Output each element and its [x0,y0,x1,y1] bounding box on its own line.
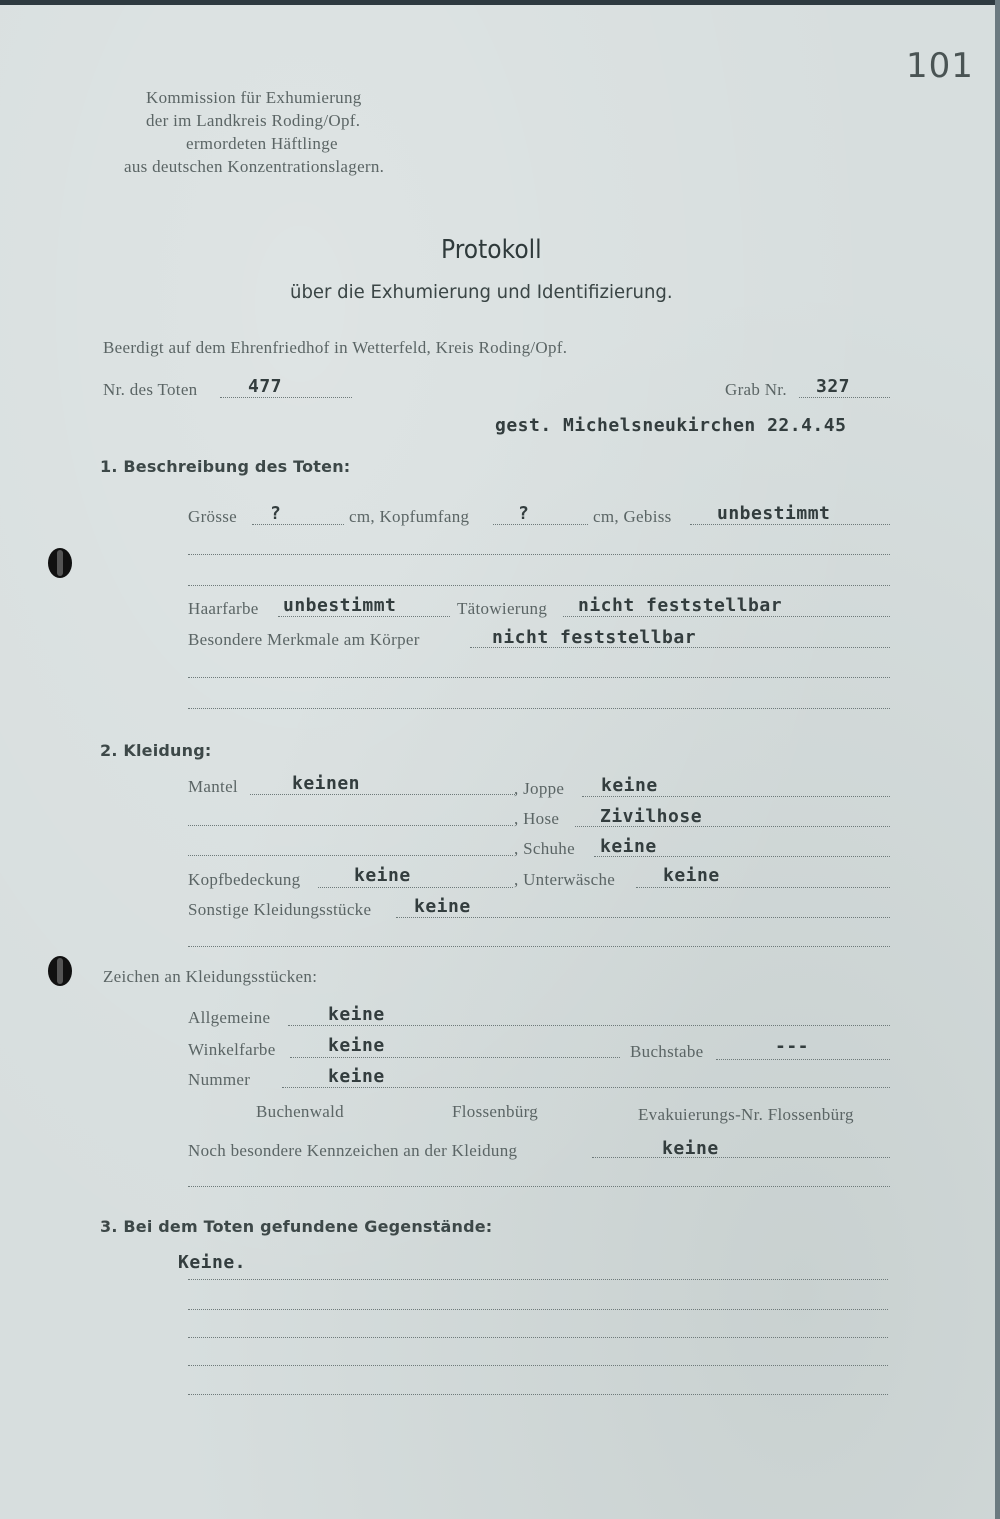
haarfarbe-dotline [278,616,450,617]
groesse-dotline [252,524,344,525]
noch-dotline [592,1157,890,1158]
allgemeine-value: keine [328,1004,385,1025]
page-number: 101 [906,46,974,86]
hose-label: , Hose [514,809,560,828]
blank-line [188,825,513,826]
punch-hole-upper [48,548,72,578]
blank-line [188,677,890,678]
punch-hole-lower [48,956,72,986]
noch-label: Noch besondere Kennzeichen an der Kleidung [188,1141,518,1160]
nummer-value: keine [328,1066,385,1087]
buchstabe-label: Buchstabe [630,1042,704,1061]
kopfbedeckung-value: keine [354,865,411,886]
blank-line [188,1394,888,1395]
joppe-dotline [582,796,890,797]
scan-border-right [995,0,1000,1519]
groesse-value: ? [270,503,282,524]
nummer-label: Nummer [188,1070,251,1089]
sonstige-value: keine [414,896,471,917]
hose-value: Zivilhose [600,806,703,827]
blank-line [188,1309,888,1310]
blank-line [188,1186,890,1187]
header-line-1: Kommission für Exhumierung [146,88,362,107]
zeichen-heading: Zeichen an Kleidungsstücken: [103,967,318,986]
blank-line [188,946,890,947]
header-line-2: der im Landkreis Roding/Opf. [146,111,361,130]
kopfbedeckung-label: Kopfbedeckung [188,870,301,889]
buchstabe-dotline [716,1059,890,1060]
nr-value: 477 [248,376,283,397]
joppe-value: keine [601,775,658,796]
blank-line [188,585,890,586]
taetowierung-dotline [563,616,890,617]
blank-line [188,554,890,555]
winkelfarbe-label: Winkelfarbe [188,1040,276,1059]
page-subtitle: über die Exhumierung und Identifizierung. [290,281,673,303]
column-flossenbuerg: Flossenbürg [452,1102,539,1121]
kopfumfang-value: ? [518,503,530,524]
mantel-label: Mantel [188,777,238,796]
grab-value: 327 [816,376,851,397]
section-1-heading: 1. Beschreibung des Toten: [100,457,351,476]
unterwaesche-value: keine [663,865,720,886]
unterwaesche-label: , Unterwäsche [514,870,616,889]
page-title: Protokoll [441,235,542,265]
death-note: gest. Michelsneukirchen 22.4.45 [495,415,847,436]
kopfumfang-label: cm, Kopfumfang [349,507,470,526]
allgemeine-dotline [288,1025,890,1026]
gebiss-dotline [690,524,890,525]
blank-line [188,855,513,856]
section-2-heading: 2. Kleidung: [100,741,212,760]
scan-border-top [0,0,1000,5]
blank-line [188,1365,888,1366]
sonstige-label: Sonstige Kleidungsstücke [188,900,372,919]
unterwaesche-dotline [636,887,890,888]
schuhe-label: , Schuhe [514,839,575,858]
gebiss-label: cm, Gebiss [593,507,672,526]
mantel-dotline [250,794,515,795]
column-evakuierungs-nr: Evakuierungs-Nr. Flossenbürg [638,1105,854,1124]
groesse-label: Grösse [188,507,238,526]
grab-dotline [799,397,890,398]
merkmale-value: nicht feststellbar [492,627,697,648]
header-line-3: ermordeten Häftlinge [186,134,338,153]
mantel-value: keinen [292,773,361,794]
winkelfarbe-dotline [290,1057,620,1058]
joppe-label: , Joppe [514,779,565,798]
sonstige-dotline [396,917,890,918]
burial-line: Beerdigt auf dem Ehrenfriedhof in Wetterfeld, Kreis Roding/Opf. [103,338,568,357]
allgemeine-label: Allgemeine [188,1008,271,1027]
schuhe-value: keine [600,836,657,857]
nr-dotline [220,397,352,398]
haarfarbe-value: unbestimmt [283,595,397,616]
gebiss-value: unbestimmt [717,503,831,524]
merkmale-label: Besondere Merkmale am Körper [188,630,420,649]
noch-value: keine [662,1138,719,1159]
blank-line [188,1337,888,1338]
column-buchenwald: Buchenwald [256,1102,344,1121]
taetowierung-label: Tätowierung [457,599,548,618]
section-3-heading: 3. Bei dem Toten gefundene Gegenstände: [100,1217,493,1236]
blank-line [188,1279,888,1280]
header-line-4: aus deutschen Konzentrationslagern. [124,157,385,176]
blank-line [188,708,890,709]
kopfumfang-dotline [493,524,588,525]
haarfarbe-label: Haarfarbe [188,599,259,618]
nr-label: Nr. des Toten [103,380,198,399]
grab-label: Grab Nr. [725,380,787,399]
nummer-dotline [282,1087,890,1088]
kopfbedeckung-dotline [318,887,513,888]
taetowierung-value: nicht feststellbar [578,595,783,616]
gegenstaende-value: Keine. [178,1252,247,1273]
buchstabe-value: --- [775,1036,810,1057]
winkelfarbe-value: keine [328,1035,385,1056]
